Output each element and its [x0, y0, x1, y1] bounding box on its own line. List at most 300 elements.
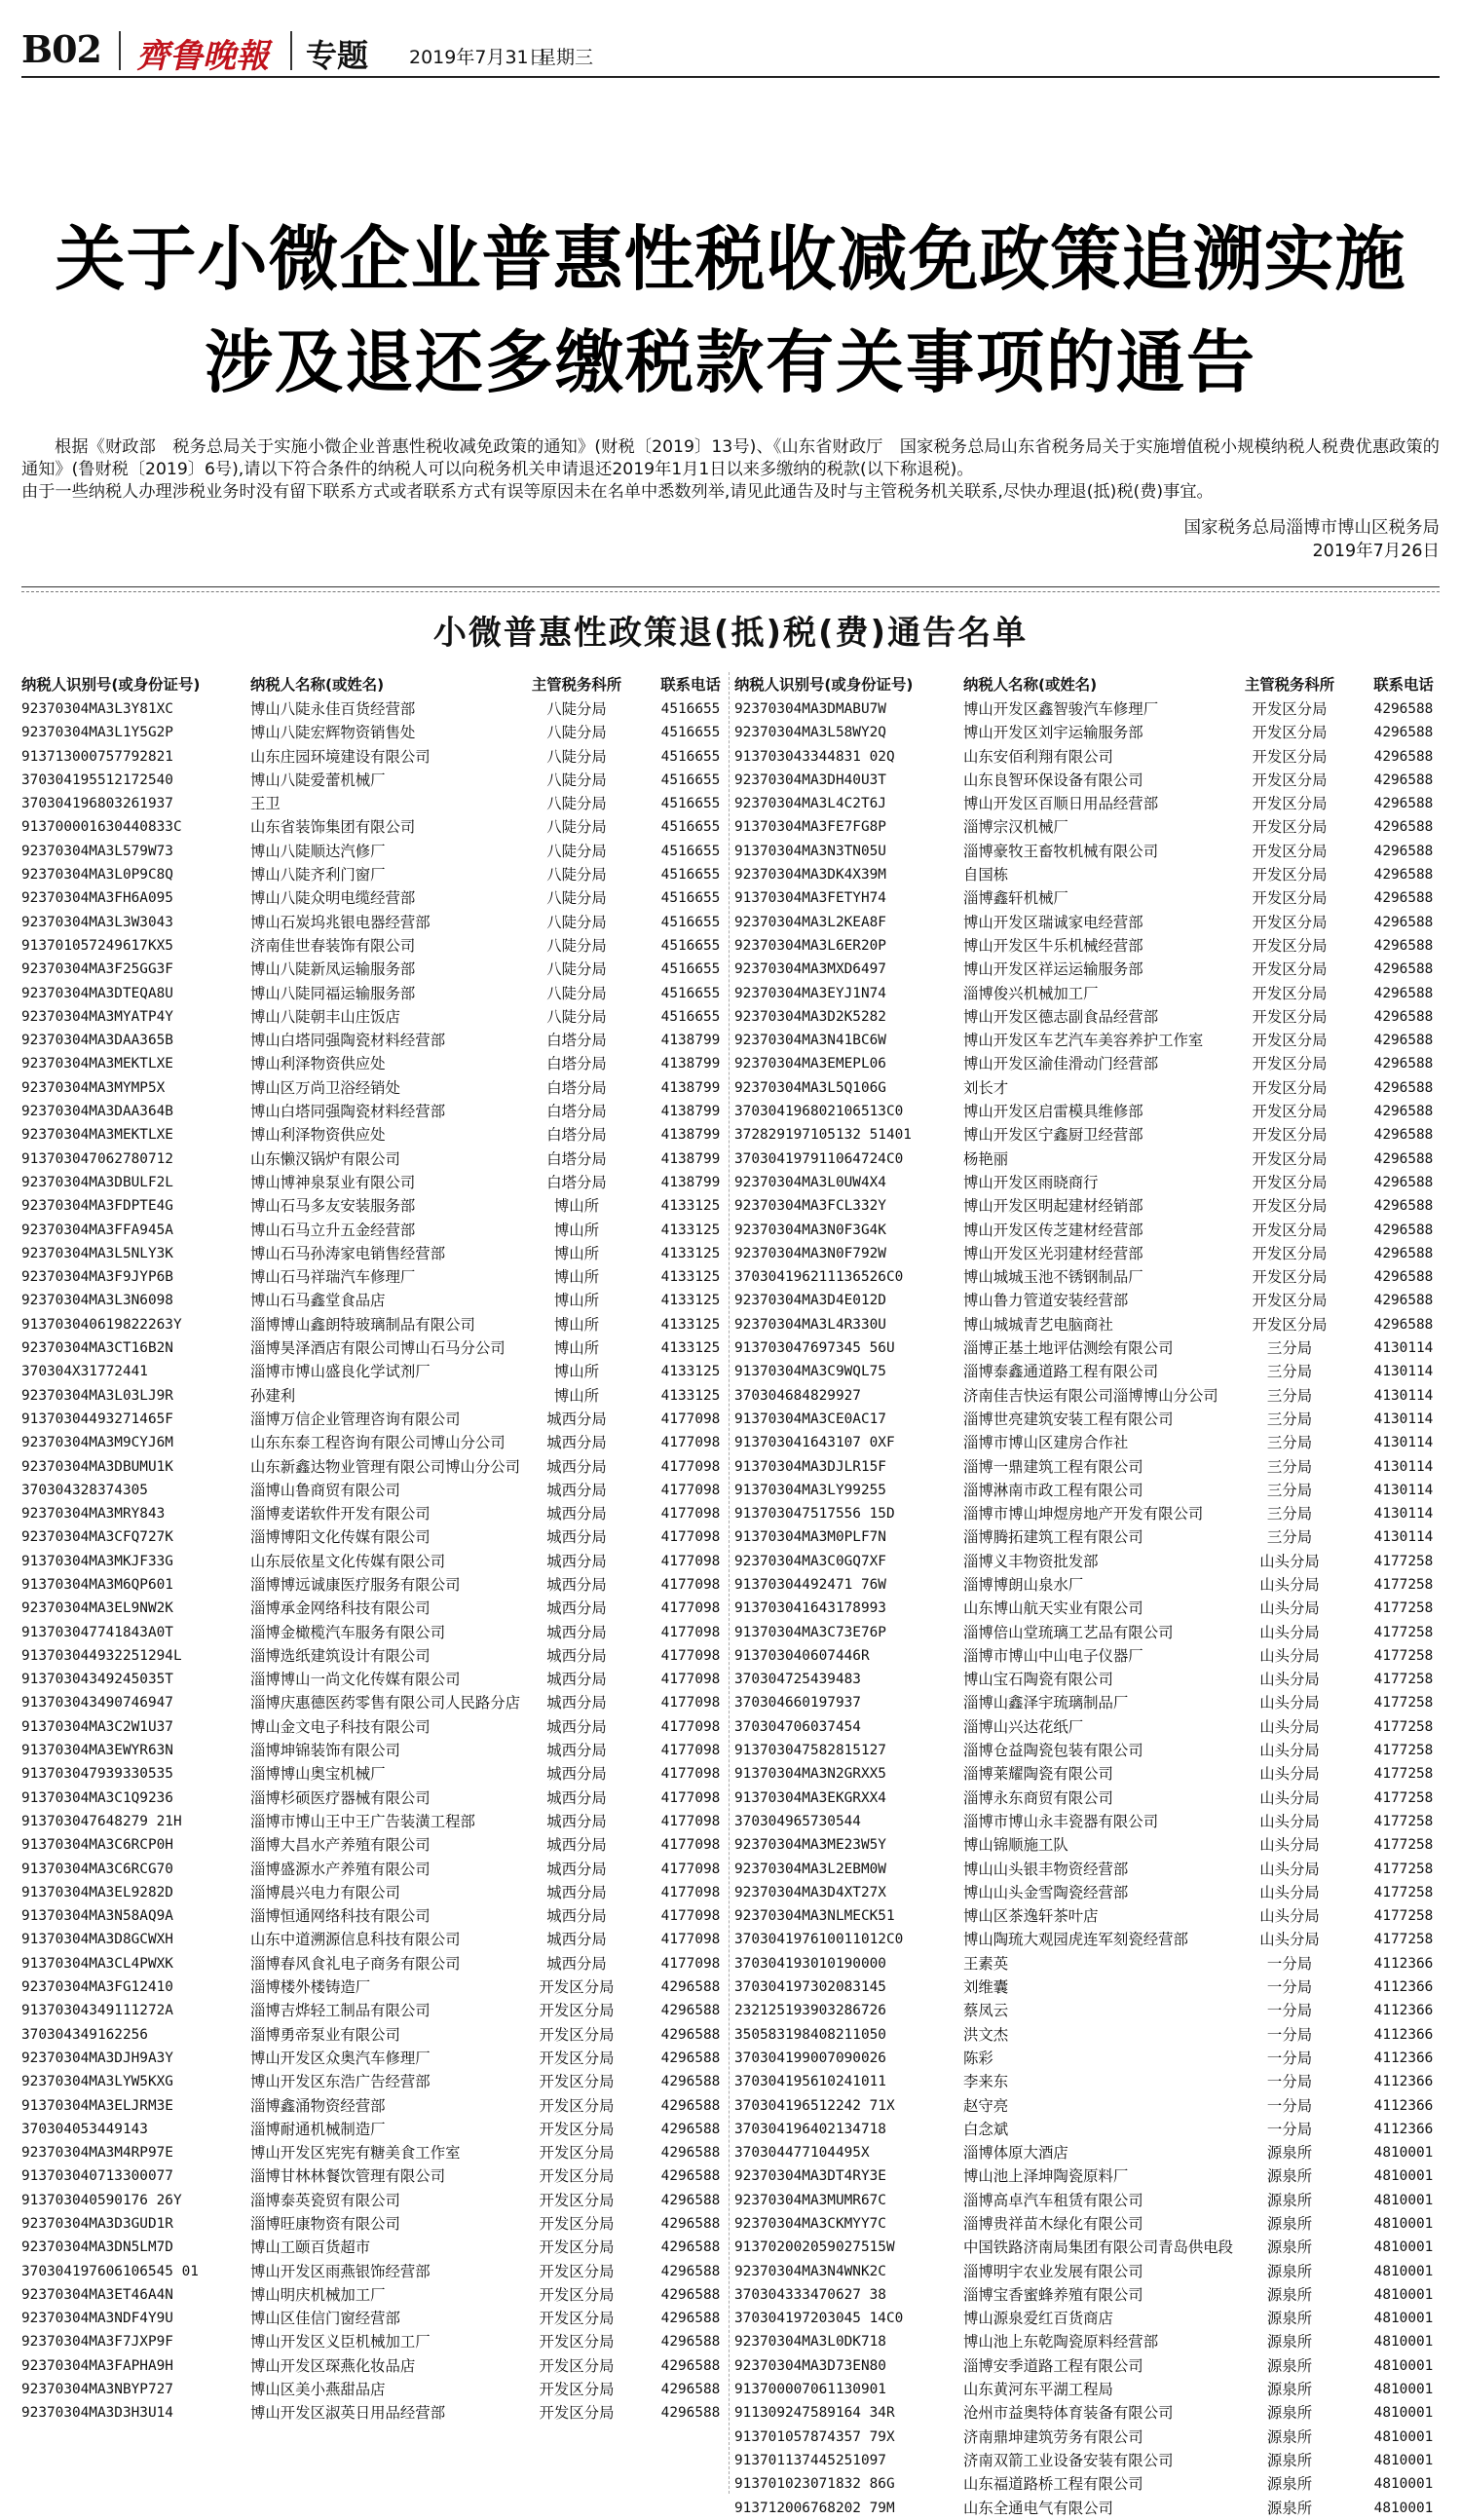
paper-logo: 齊鲁晚報: [136, 37, 269, 76]
contact-phone: 4138799: [660, 1056, 721, 1072]
taxpayer-name: 山东博山航天实业有限公司: [963, 1599, 1143, 1618]
table-row: [734, 2236, 1453, 2259]
taxpayer-id: 92370304MA3L5Q106G: [734, 1079, 886, 1096]
taxpayer-id: 92370304MA3FDPTE4G: [21, 1198, 173, 1215]
contact-phone: 4133125: [660, 1222, 721, 1238]
contact-phone: 4296588: [1373, 961, 1434, 978]
tax-office: 城西分局: [546, 1883, 607, 1901]
taxpayer-name: 山东辰依星文化传媒有限公司: [250, 1552, 446, 1570]
taxpayer-id: 370304660197937: [734, 1695, 861, 1711]
contact-phone: 4296588: [660, 2145, 721, 2162]
taxpayer-id: 92370304MA3F7JXP9F: [21, 2334, 173, 2351]
taxpayer-name: 博山开发区众奥汽车修理厂: [250, 2049, 431, 2067]
taxpayer-id: 92370304MA3DBULF2L: [21, 1174, 173, 1190]
tax-office: 博山所: [553, 1221, 600, 1239]
taxpayer-name: 博山石马多友安装服务部: [250, 1197, 416, 1216]
table-row: [734, 1858, 1453, 1881]
taxpayer-name: 博山石马孙涛家电销售经营部: [250, 1244, 446, 1262]
table-row: [21, 1621, 740, 1644]
tax-office: 山头分局: [1259, 1694, 1320, 1712]
taxpayer-id: 92370304MA3DAA364B: [21, 1104, 173, 1120]
taxpayer-id: 92370304MA3LYW5KXG: [21, 2074, 173, 2090]
taxpayer-name: 淄博旺康物资有限公司: [250, 2215, 400, 2233]
table-row: [21, 1999, 740, 2022]
table-row: [21, 721, 740, 744]
taxpayer-name: 王素英: [963, 1954, 1009, 1973]
taxpayer-id: 370304725439483: [734, 1672, 861, 1688]
contact-phone: 4133125: [660, 1198, 721, 1215]
contact-phone: 4177098: [660, 1576, 721, 1593]
taxpayer-name: 博山陶琉大观园虎连军刻瓷经营部: [963, 1931, 1188, 1949]
header-id: 纳税人识别号(或身份证号): [21, 676, 201, 694]
taxpayer-id: 913703044932251294L: [21, 1647, 182, 1664]
taxpayer-name: 博山开发区渝佳滑动门经营部: [963, 1055, 1159, 1073]
contact-phone: 4112366: [1373, 2003, 1434, 2019]
taxpayer-id: 370304197911064724C0: [734, 1150, 904, 1167]
taxpayer-name: 淄博正基土地评估测绘有限公司: [963, 1339, 1174, 1358]
taxpayer-id: 92370304MA3MRY843: [21, 1506, 166, 1523]
contact-phone: 4177098: [660, 1506, 721, 1523]
table-row: [734, 911, 1453, 934]
tax-office: 三分局: [1266, 1386, 1313, 1405]
table-row: [734, 886, 1453, 910]
taxpayer-name: 沧州市益奥特体育装备有限公司: [963, 2404, 1174, 2423]
tax-office: 开发区分局: [1252, 700, 1328, 718]
table-row: [734, 1621, 1453, 1644]
taxpayer-id: 92370304MA3EL9NW2K: [21, 1600, 173, 1617]
contact-phone: 4177258: [1373, 1672, 1434, 1688]
table-row: [734, 1408, 1453, 1431]
taxpayer-id: 92370304MA3L2EBM0W: [734, 1861, 886, 1877]
table-row: [21, 1360, 740, 1383]
taxpayer-name: 博山开发区义臣机械加工厂: [250, 2333, 431, 2351]
taxpayer-name: 博山开发区琛燕化妆品店: [250, 2356, 416, 2375]
taxpayer-id: 370304684829927: [734, 1387, 861, 1404]
table-row: [734, 1005, 1453, 1029]
table-row: [21, 2164, 740, 2188]
tax-office: 城西分局: [546, 1671, 607, 1689]
taxpayer-id: 92370304MA3L0UW4X4: [734, 1174, 886, 1190]
contact-phone: 4177098: [660, 1884, 721, 1900]
table-row: [21, 1242, 740, 1265]
taxpayer-id: 92370304MA3L2KEA8F: [734, 914, 886, 930]
table-row: [734, 1644, 1453, 1668]
tax-office: 开发区分局: [1252, 1149, 1328, 1168]
table-row: [21, 1928, 740, 1951]
contact-phone: 4810001: [1373, 2239, 1434, 2256]
table-row: [734, 1739, 1453, 1762]
taxpayer-id: 91370304MA3EL9282D: [21, 1884, 173, 1900]
table-row: [21, 1668, 740, 1691]
contact-phone: 4138799: [660, 1127, 721, 1144]
taxpayer-name: 博山石马鑫堂食品店: [250, 1292, 386, 1310]
tax-office: 一分局: [1266, 1978, 1313, 1997]
masthead-divider: [119, 31, 121, 70]
taxpayer-id: 92370304MA3NDF4Y9U: [21, 2311, 173, 2327]
taxpayer-id: 913701023071832 86G: [734, 2476, 895, 2493]
tax-office: 城西分局: [546, 1552, 607, 1570]
taxpayer-id: 370304196512242 71X: [734, 2097, 895, 2114]
taxpayer-id: 92370304MA3DJH9A3Y: [21, 2050, 173, 2066]
tax-office: 三分局: [1266, 1457, 1313, 1476]
table-row: [734, 1171, 1453, 1194]
taxpayer-name: 淄博山鑫泽宇琉璃制品厂: [963, 1694, 1129, 1712]
tax-office: 博山所: [553, 1315, 600, 1334]
table-row: [21, 1597, 740, 1620]
table-row: [21, 1952, 740, 1975]
taxpayer-name: 博山开发区明起建材经销部: [963, 1197, 1143, 1216]
tax-office: 山头分局: [1259, 1599, 1320, 1618]
taxpayer-id: 913703047939330535: [21, 1766, 173, 1783]
taxpayer-name: 博山开发区百顺日用品经营部: [963, 795, 1159, 813]
taxpayer-name: 淄博恒通网络科技有限公司: [250, 1907, 431, 1926]
taxpayer-id: 92370304MA3L03LJ9R: [21, 1387, 173, 1404]
table-row: [734, 1691, 1453, 1714]
table-row: [734, 1502, 1453, 1525]
table-row: [734, 2141, 1453, 2164]
taxpayer-id: 92370304MA3FH6A095: [21, 890, 173, 907]
taxpayer-id: 91370304MA3D8GCWXH: [21, 1932, 173, 1948]
divider-dashed: [21, 591, 1440, 592]
taxpayer-name: 山东黄河东平湖工程局: [963, 2381, 1113, 2399]
contact-phone: 4177258: [1373, 1624, 1434, 1640]
contact-phone: 4133125: [660, 1340, 721, 1357]
table-row: [21, 2023, 740, 2047]
tax-office: 城西分局: [546, 1765, 607, 1784]
table-row: [21, 1644, 740, 1668]
contact-phone: 4296588: [660, 2286, 721, 2303]
taxpayer-name: 博山开发区光羽建材经营部: [963, 1244, 1143, 1262]
taxpayer-id: 92370304MA3D4E012D: [734, 1293, 886, 1309]
table-row: [734, 2283, 1453, 2307]
taxpayer-id: 92370304MA3L58WY2Q: [734, 725, 886, 741]
contact-phone: 4177258: [1373, 1553, 1434, 1569]
tax-office: 山头分局: [1259, 1860, 1320, 1878]
table-row: [21, 982, 740, 1005]
tax-office: 博山所: [553, 1197, 600, 1216]
contact-phone: 4177098: [660, 1458, 721, 1475]
taxpayer-id: 92370304MA3MXD6497: [734, 961, 886, 978]
contact-phone: 4177258: [1373, 1884, 1434, 1900]
taxpayer-id: 913703043344831 02Q: [734, 748, 895, 765]
contact-phone: 4112366: [1373, 2026, 1434, 2043]
taxpayer-name: 赵守亮: [963, 2096, 1009, 2115]
table-row: [734, 1123, 1453, 1147]
contact-phone: 4130114: [1373, 1364, 1434, 1380]
tax-office: 开发区分局: [539, 2049, 615, 2067]
tax-office: 八陡分局: [546, 913, 607, 931]
taxpayer-id: 91370304492471 76W: [734, 1576, 886, 1593]
taxpayer-id: 92370304MA3F9JYP6B: [21, 1269, 173, 1286]
section-name: 专题: [306, 37, 369, 74]
table-row: [734, 840, 1453, 863]
tax-office: 开发区分局: [1252, 747, 1328, 766]
table-row: [734, 1550, 1453, 1573]
table-row: [21, 1123, 740, 1147]
taxpayer-name: 博山工颐百货超市: [250, 2238, 371, 2257]
table-row: [734, 697, 1453, 721]
tax-office: 八陡分局: [546, 866, 607, 884]
contact-phone: 4177098: [660, 1813, 721, 1829]
tax-office: 开发区分局: [539, 2285, 615, 2304]
taxpayer-name: 博山开发区雨燕银饰经营部: [250, 2262, 431, 2280]
taxpayer-id: 913700001630440833C: [21, 819, 182, 836]
taxpayer-name: 山东良智环保设备有限公司: [963, 771, 1143, 789]
taxpayer-name: 淄博博山一尚文化传媒有限公司: [250, 1671, 461, 1689]
tax-office: 开发区分局: [1252, 1173, 1328, 1191]
tax-office: 三分局: [1266, 1410, 1313, 1428]
taxpayer-id: 232125193903286726: [734, 2003, 886, 2019]
tax-office: 开发区分局: [539, 2238, 615, 2257]
taxpayer-name: 博山八陡爱蕾机械厂: [250, 771, 386, 789]
contact-phone: 4177258: [1373, 1908, 1434, 1925]
tax-office: 源泉所: [1266, 2404, 1313, 2423]
tax-office: 源泉所: [1266, 2238, 1313, 2257]
taxpayer-name: 淄博鑫轩机械厂: [963, 889, 1068, 908]
taxpayer-name: 淄博倍山堂琉璃工艺品有限公司: [963, 1623, 1174, 1641]
contact-phone: 4138799: [660, 1104, 721, 1120]
table-row: [734, 1787, 1453, 1810]
taxpayer-name: 淄博宗汉机械厂: [963, 818, 1068, 837]
taxpayer-id: 91370304MA3M6QP601: [21, 1576, 173, 1593]
contact-phone: 4112366: [1373, 1955, 1434, 1972]
taxpayer-name: 博山区茶逸轩茶叶店: [963, 1907, 1099, 1926]
table-row: [734, 2023, 1453, 2047]
taxpayer-name: 博山白塔同强陶瓷材料经营部: [250, 1032, 446, 1050]
tax-office: 开发区分局: [1252, 1197, 1328, 1216]
table-body: [734, 697, 1453, 2520]
contact-phone: 4296588: [1373, 1033, 1434, 1049]
tax-office: 开发区分局: [1252, 1078, 1328, 1097]
taxpayer-name: 山东懒汉锅炉有限公司: [250, 1149, 400, 1168]
taxpayer-id: 913703041643178993: [734, 1600, 886, 1617]
tax-office: 八陡分局: [546, 700, 607, 718]
contact-phone: 4177258: [1373, 1647, 1434, 1664]
contact-phone: 4296588: [1373, 1198, 1434, 1215]
taxpayer-id: 913700007061130901: [734, 2382, 886, 2398]
taxpayer-name: 杨艳丽: [963, 1149, 1009, 1168]
taxpayer-id: 92370304MA3D3H3U14: [21, 2405, 173, 2422]
table-row: [734, 2189, 1453, 2212]
taxpayer-id: 370304477104495X: [734, 2145, 870, 2162]
contact-phone: 4112366: [1373, 2050, 1434, 2066]
table-row: [21, 2212, 740, 2236]
taxpayer-name: 博山开发区传芝建材经营部: [963, 1221, 1143, 1239]
taxpayer-id: 92370304MA3MYATP4Y: [21, 1008, 173, 1025]
taxpayer-name: 淄博泰鑫通道路工程有限公司: [963, 1363, 1159, 1381]
taxpayer-id: 913701057249617KX5: [21, 937, 173, 954]
taxpayer-id: 91370304MA3EWYR63N: [21, 1743, 173, 1759]
contact-phone: 4296588: [660, 2168, 721, 2185]
taxpayer-name: 博山八陡朝丰山庄饭店: [250, 1007, 400, 1026]
contact-phone: 4177258: [1373, 1813, 1434, 1829]
taxpayer-id: 370304328374305: [21, 1482, 148, 1498]
header-name: 纳税人名称(或姓名): [963, 676, 1098, 694]
contact-phone: 4177098: [660, 1435, 721, 1451]
contact-phone: 4296588: [660, 2405, 721, 2422]
tax-office: 城西分局: [546, 1505, 607, 1523]
taxpayer-id: 91370304MA3CE0AC17: [734, 1410, 886, 1427]
taxpayer-id: 92370304MA3L6ER20P: [734, 937, 886, 954]
taxpayer-name: 博山白塔同强陶瓷材料经营部: [250, 1103, 446, 1121]
tax-office: 一分局: [1266, 2002, 1313, 2020]
tax-office: 一分局: [1266, 2096, 1313, 2115]
taxpayer-table-left: [21, 672, 740, 2426]
table-row: [734, 2070, 1453, 2093]
table-row: [21, 1715, 740, 1739]
contact-phone: 4112366: [1373, 1979, 1434, 1996]
table-row: [21, 840, 740, 863]
taxpayer-id: 372829197105132 51401: [734, 1127, 912, 1144]
taxpayer-id: 370304199007090026: [734, 2050, 886, 2066]
table-row: [734, 1881, 1453, 1904]
table-row: [21, 1384, 740, 1408]
tax-office: 白塔分局: [546, 1149, 607, 1168]
tax-office: 城西分局: [546, 1410, 607, 1428]
taxpayer-id: 913703047517556 15D: [734, 1506, 895, 1523]
table-header: [734, 672, 1453, 697]
table-row: [734, 745, 1453, 769]
contact-phone: 4810001: [1373, 2168, 1434, 2185]
table-row: [21, 1762, 740, 1786]
taxpayer-id: 91370304MA3LY99255: [734, 1482, 886, 1498]
taxpayer-id: 370304706037454: [734, 1718, 861, 1735]
taxpayer-name: 博山开发区鑫智骏汽车修理厂: [963, 700, 1159, 718]
taxpayer-name: 博山城城青艺电脑商社: [963, 1315, 1113, 1334]
tax-office: 山头分局: [1259, 1931, 1320, 1949]
taxpayer-id: 92370304MA3N4WNK2C: [734, 2263, 886, 2279]
contact-phone: 4810001: [1373, 2357, 1434, 2374]
tax-office: 城西分局: [546, 1599, 607, 1618]
contact-phone: 4130114: [1373, 1410, 1434, 1427]
tax-office: 八陡分局: [546, 842, 607, 860]
table-row: [734, 2472, 1453, 2496]
taxpayer-id: 91370304MA3DJLR15F: [734, 1458, 886, 1475]
contact-phone: 4177258: [1373, 1932, 1434, 1948]
tax-office: 开发区分局: [1252, 984, 1328, 1002]
contact-phone: 4296588: [660, 2382, 721, 2398]
contact-phone: 4296588: [1373, 1127, 1434, 1144]
taxpayer-id: 350583198408211050: [734, 2026, 886, 2043]
contact-phone: 4810001: [1373, 2500, 1434, 2516]
taxpayer-id: 92370304MA3L1Y5G2P: [21, 725, 173, 741]
table-row: [21, 1479, 740, 1502]
table-row: [21, 1858, 740, 1881]
table-row: [21, 2189, 740, 2212]
tax-office: 山头分局: [1259, 1788, 1320, 1807]
taxpayer-name: 淄博博阳文化传媒有限公司: [250, 1528, 431, 1547]
taxpayer-id: 913701137445251097: [734, 2452, 886, 2468]
taxpayer-id: 92370304MA3DT4RY3E: [734, 2168, 886, 2185]
page-code: B02: [21, 27, 101, 71]
contact-phone: 4112366: [1373, 2097, 1434, 2114]
tax-office: 城西分局: [546, 1528, 607, 1547]
table-row: [21, 2354, 740, 2378]
tax-office: 开发区分局: [1252, 1126, 1328, 1145]
taxpayer-id: 370304197606106545 01: [21, 2263, 199, 2279]
taxpayer-name: 博山区万尚卫浴经销处: [250, 1078, 400, 1097]
tax-office: 八陡分局: [546, 724, 607, 742]
taxpayer-name: 淄博盛源水产养殖有限公司: [250, 1860, 431, 1878]
table-row: [21, 1904, 740, 1928]
tax-office: 八陡分局: [546, 818, 607, 837]
contact-phone: 4810001: [1373, 2476, 1434, 2493]
tax-office: 三分局: [1266, 1434, 1313, 1452]
contact-phone: 4177258: [1373, 1718, 1434, 1735]
table-row: [21, 2283, 740, 2307]
tax-office: 开发区分局: [539, 2404, 615, 2423]
table-row: [734, 1265, 1453, 1289]
tax-office: 开发区分局: [539, 2333, 615, 2351]
tax-office: 山头分局: [1259, 1812, 1320, 1830]
contact-phone: 4296588: [1373, 1269, 1434, 1286]
taxpayer-id: 91370304349245035T: [21, 1672, 173, 1688]
taxpayer-id: 92370304MA3MEKTLXE: [21, 1127, 173, 1144]
taxpayer-name: 博山开发区启雷模具维修部: [963, 1103, 1143, 1121]
tax-office: 白塔分局: [546, 1055, 607, 1073]
contact-phone: 4296588: [1373, 985, 1434, 1001]
tax-office: 开发区分局: [539, 2002, 615, 2020]
contact-phone: 4296588: [660, 2003, 721, 2019]
contact-phone: 4296588: [1373, 937, 1434, 954]
tax-office: 开发区分局: [539, 2215, 615, 2233]
taxpayer-name: 博山开发区淑英日用品经营部: [250, 2404, 446, 2423]
contact-phone: 4296588: [660, 2311, 721, 2327]
taxpayer-name: 淄博大昌水产养殖有限公司: [250, 1836, 431, 1855]
taxpayer-name: 淄博永东商贸有限公司: [963, 1788, 1113, 1807]
taxpayer-name: 博山开发区东浩广告经营部: [250, 2073, 431, 2091]
taxpayer-id: 370304965730544: [734, 1813, 861, 1829]
tax-office: 开发区分局: [1252, 913, 1328, 931]
contact-phone: 4296588: [1373, 843, 1434, 859]
taxpayer-id: 92370304MA3EMEPL06: [734, 1056, 886, 1072]
tax-office: 源泉所: [1266, 2451, 1313, 2469]
taxpayer-name: 淄博莱耀陶瓷有限公司: [963, 1765, 1113, 1784]
taxpayer-id: 92370304MA3L4C2T6J: [734, 796, 886, 812]
tax-office: 开发区分局: [1252, 1244, 1328, 1262]
taxpayer-name: 淄博博朗山泉水厂: [963, 1575, 1084, 1594]
taxpayer-id: 92370304MA3CFQ727K: [21, 1529, 173, 1546]
contact-phone: 4177098: [660, 1672, 721, 1688]
tax-office: 开发区分局: [1252, 936, 1328, 955]
taxpayer-name: 博山区佳信门窗经营部: [250, 2310, 400, 2328]
table-row: [734, 1952, 1453, 1975]
signer: 国家税务总局淄博市博山区税务局: [1183, 518, 1440, 538]
contact-phone: 4296588: [1373, 748, 1434, 765]
tax-office: 一分局: [1266, 2049, 1313, 2067]
table-row: [734, 1525, 1453, 1549]
header-office: 主管税务科所: [531, 676, 622, 694]
list-title: 小微普惠性政策退(抵)税(费)通告名单: [432, 614, 1029, 653]
contact-phone: 4516655: [660, 985, 721, 1001]
tax-office: 城西分局: [546, 1434, 607, 1452]
taxpayer-name: 刘长才: [963, 1078, 1009, 1097]
tax-office: 开发区分局: [539, 2073, 615, 2091]
tax-office: 开发区分局: [1252, 1268, 1328, 1287]
taxpayer-name: 博山锦顺施工队: [963, 1836, 1068, 1855]
table-row: [21, 2047, 740, 2070]
tax-office: 白塔分局: [546, 1032, 607, 1050]
taxpayer-name: 博山八陡宏辉物资销售处: [250, 724, 416, 742]
table-row: [21, 1336, 740, 1360]
taxpayer-name: 淄博耐通机械制造厂: [250, 2120, 386, 2138]
tax-office: 城西分局: [546, 1931, 607, 1949]
taxpayer-name: 博山山头银丰物资经营部: [963, 1860, 1129, 1878]
table-row: [734, 1597, 1453, 1620]
contact-phone: 4177098: [660, 1482, 721, 1498]
contact-phone: 4810001: [1373, 2263, 1434, 2279]
taxpayer-id: 370304193010190000: [734, 1955, 886, 1972]
